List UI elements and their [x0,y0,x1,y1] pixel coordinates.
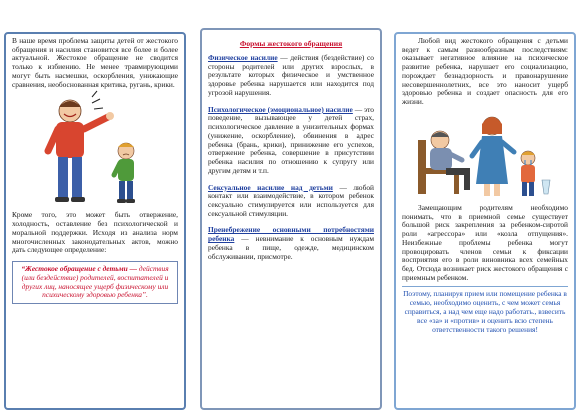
physical-abuse-definition: — действия (бездействие) со стороны родителей или других взрослых, в результате которых физическое и умственное здоровье ребенка нарушается или находится под угрозой нарушения. [208,53,374,97]
consequences-paragraph: Любой вид жестокого обращения с детьми ведет к самым разнообразным последствиям: оказывает негативное влияние на психическое развитие ребенка, нарушает его социализацию, порождает безнадзорность и правонарушение несовершеннолетних, все это наносит ущерб здоровью ребенка и создает опасность для его жизни. [402,36,568,107]
left-panel [4,32,186,410]
sexual-abuse-term: Сексуальное насилие над детьми [208,182,333,192]
sexual-abuse-section [208,184,374,219]
psychological-abuse-definition: — это поведение, вызывающее у детей страх, психологическое давление в унизительных формах (унижение, оскорбление), обвинения в адрес ребенка (брань, крики), принижение его успехов, отвержение ребенка, совершение в присутствии ребенка насилия по отношению к супругу или другим детям и т.п. [208,104,374,175]
definition-quote-text: действия (или бездействие) родителей, воспитателей и других лиц, наносящее ущерб физическому или психическому здоровью ребенка”. [21,264,169,300]
middle-panel [200,28,382,410]
sexual-abuse-definition: — любой контакт или взаимодействие, в котором ребенок сексуально стимулируется или используется для сексуальной стимуляции. [208,182,374,218]
left-intro-paragraph: В наше время проблема защиты детей от жестокого обращения и насилия становится все более и более актуальной. Жестокое обращение не сводится только к избиению. Не менее травмирующими могут быть насмешки, оскорбления, унижающие сравнения, необоснованная критика, ругань, крики. [12,36,178,89]
angry-father-scolding-child-illustration [40,89,150,207]
neglect-term: Пренебрежение основными потребностями ребенка [208,225,374,244]
grieving-family-illustration [410,110,560,200]
left-definition-lead-paragraph: Кроме того, это может быть отвержение, холодность, оставление без психологической и моральной поддержки. Исходя из анализа норм многочисленных законодательных актов, можно дать следующее определение: [12,210,178,255]
psychological-abuse-term: Психологическое (эмоциональное) насилие [208,104,353,114]
neglect-section [208,226,374,261]
definition-quote-lead: “Жестокое обращение с детьми — [21,264,138,274]
definition-quote-box [12,261,178,304]
psychological-abuse-section [208,106,374,176]
abuse-forms-heading: Формы жестокого обращения [239,39,343,48]
neglect-definition: — невнимание к основным нуждам ребенка в пище, одежде, медицинском обслуживании, присмотре. [208,234,374,261]
foster-risk-paragraph: Замещающим родителям необходимо понимать, что в приемной семье существует большой риск закрепления за ребенком-сиротой роли «агрессора» или «козла отпущения». Неизбежные проблемы ребенка могут провоцировать членов семьи к фиксации восприятия его в роли виновника всех семейных бед. Отсюда возникает риск жестокого обращения с приемным ребенком. [402,202,568,282]
physical-abuse-term: Физическое насилие [208,53,278,62]
physical-abuse-section [208,54,374,98]
right-panel [394,32,576,410]
responsibility-note: Поэтому, планируя прием или помещение ребенка в семью, необходимо оценить, с чем может семья справиться, а над чем еще надо работать., взвесить все «за» и «против» и оценить всю степень ответственности такого решения! [402,286,568,334]
